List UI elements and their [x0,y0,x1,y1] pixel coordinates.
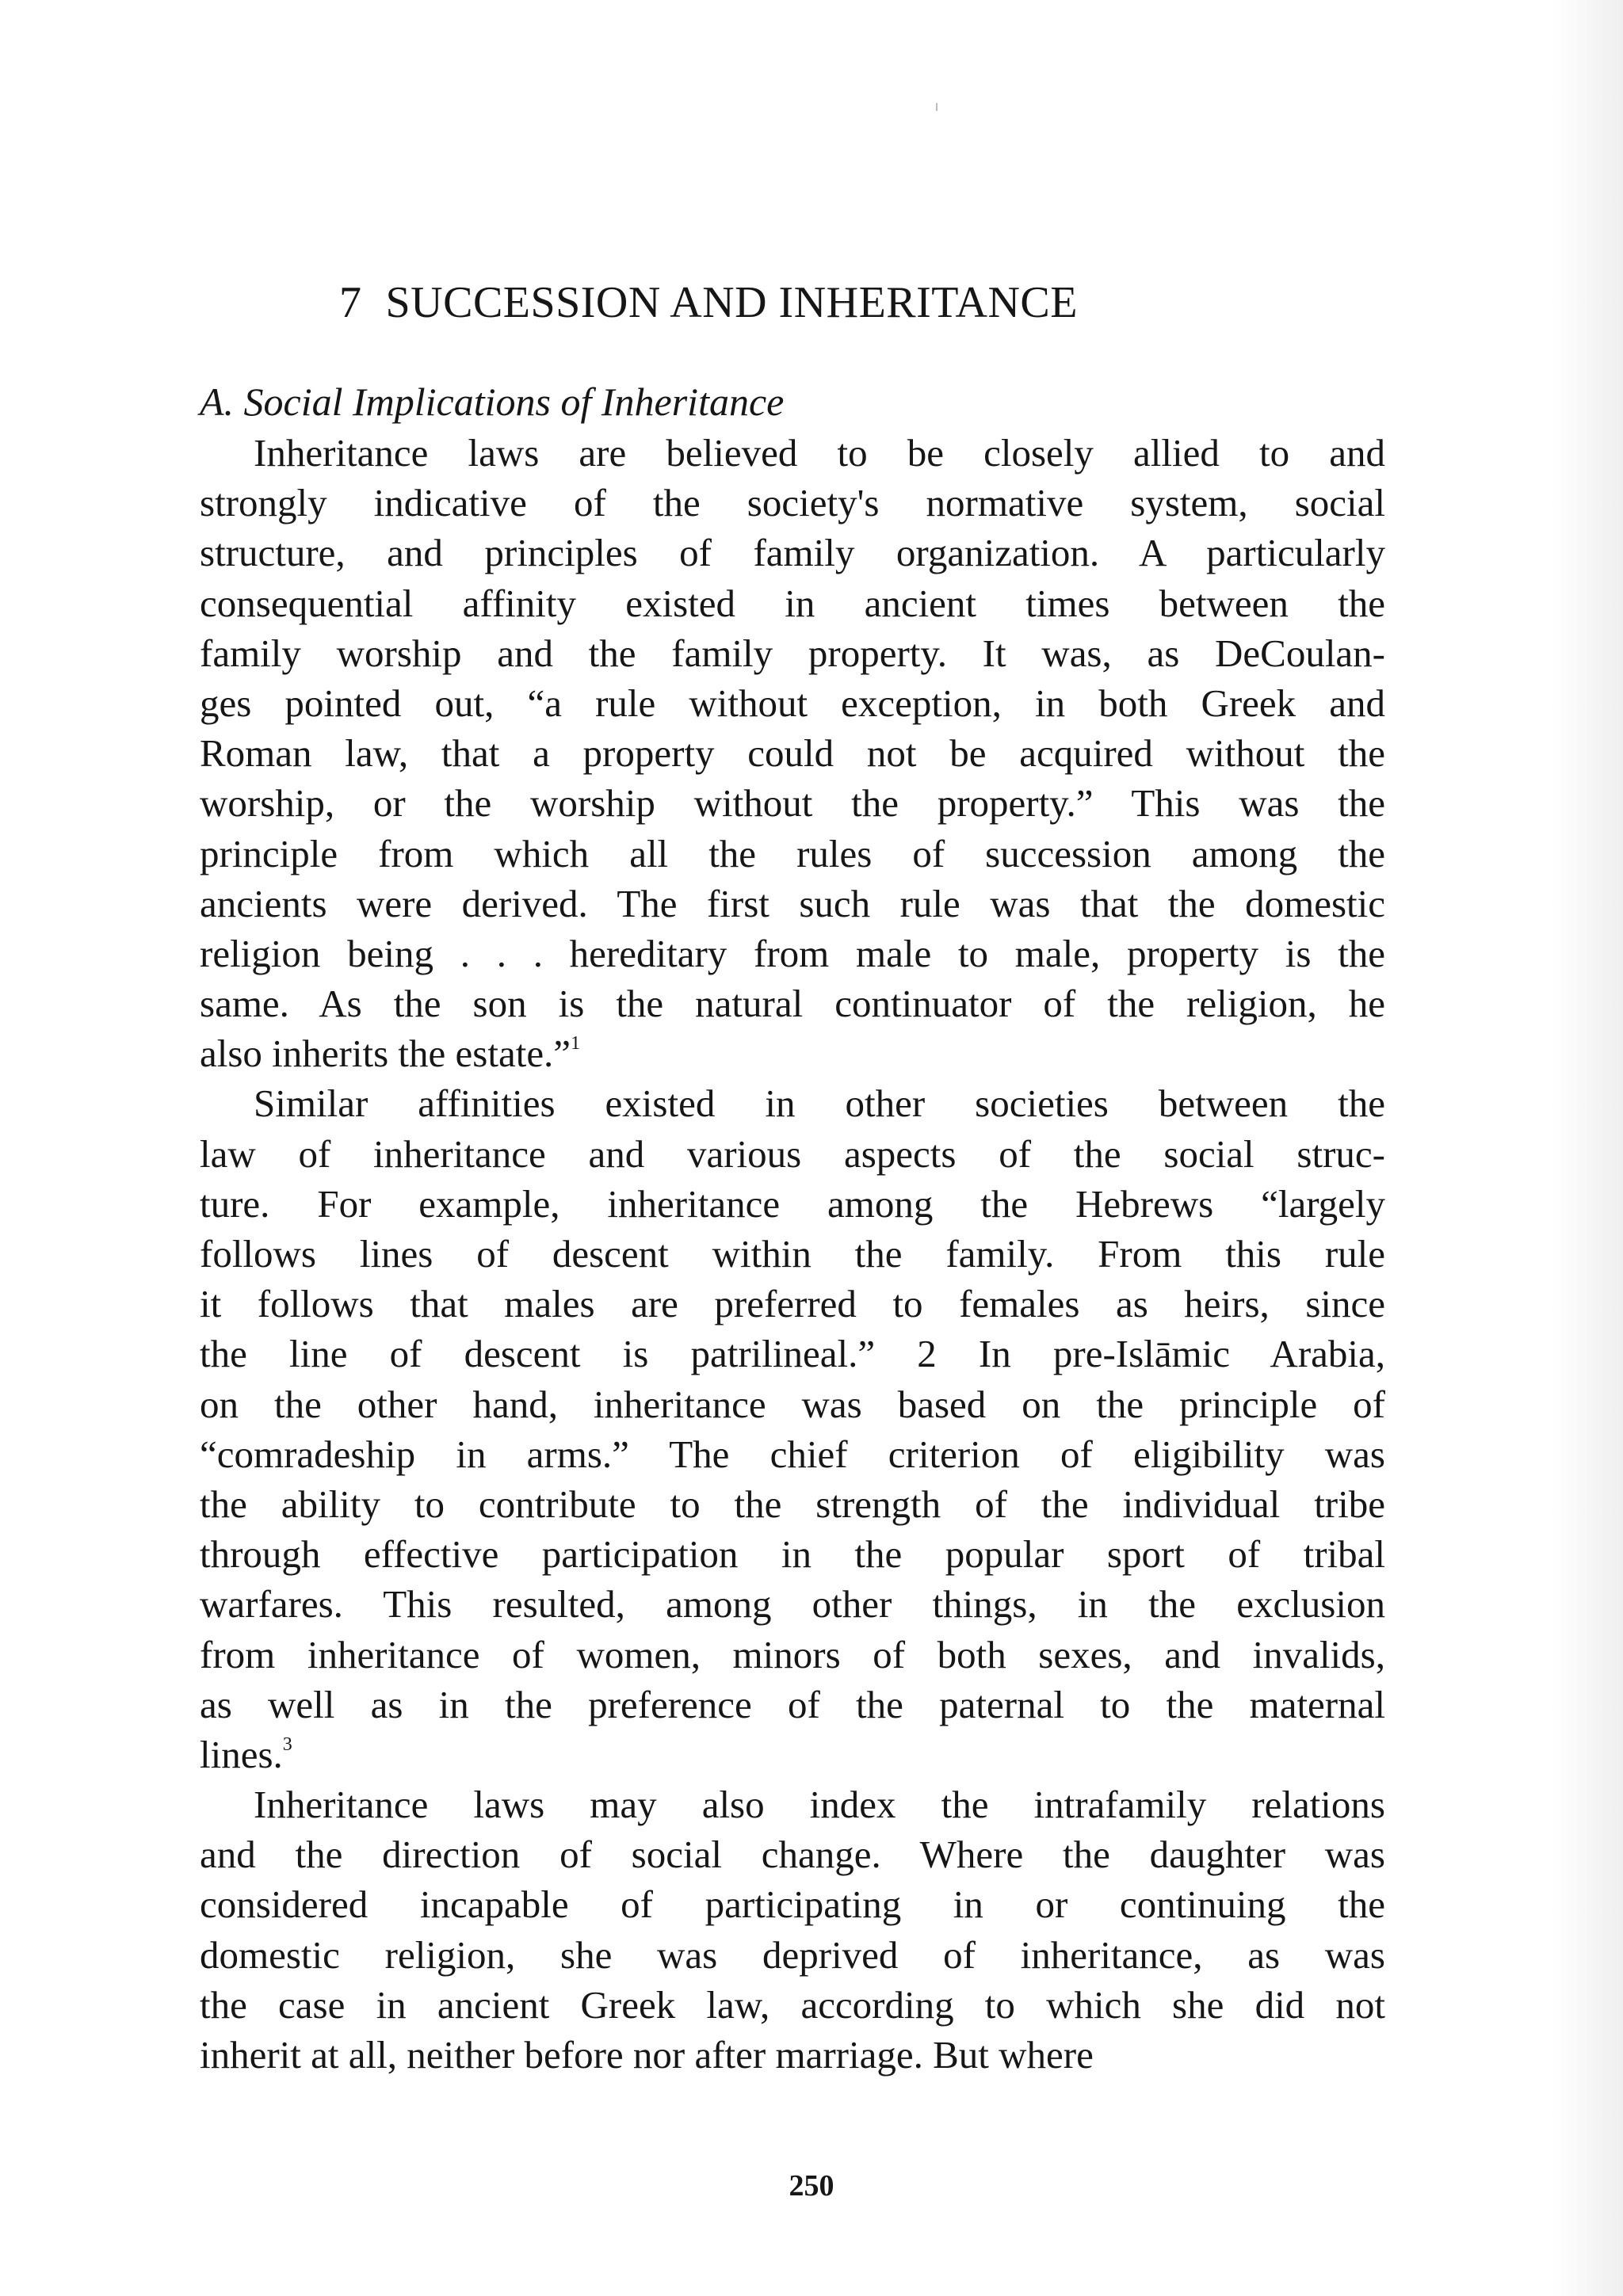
paragraph-line: from inheritance of women, minors of both sexes, and invalids, [200,1632,1385,1676]
paragraph-line: principle from which all the rules of succession among the [200,831,1385,875]
footnote-marker: 3 [282,1733,292,1755]
paragraph-line: lines.$^3$ [200,1732,292,1776]
paragraph-line: the ability to contribute to the strength of the individual tribe [200,1482,1385,1526]
paragraph [200,1779,1385,2080]
paragraph-line: the case in ancient Greek law, according to which she did not [200,1982,1385,2027]
chapter-heading [339,276,1078,330]
paragraph-line: follows lines of descent within the family. From this rule [200,1232,1385,1276]
paragraph-line: law of inheritance and various aspects of the social struc- [200,1131,1385,1176]
paragraph-line: and the direction of social change. Where the daughter was [200,1833,1385,1877]
paragraph-line: “comradeship in arms.” The chief criterion of eligibility was [200,1432,1385,1476]
page-number: 250 [789,2169,834,2203]
paragraph-line: ancients were derived. The first such rule was that the domestic [200,881,1385,925]
paragraph-line: considered incapable of participating in or continuing the [200,1882,1385,1927]
paragraph-line: the line of descent is patrilineal.” 2 In pre-Islāmic Arabia, [200,1332,1385,1376]
paragraph-line: consequential affinity existed in ancient times between the [200,581,1385,625]
paragraph-line: through effective participation in the popular sport of tribal [200,1532,1385,1577]
paragraph-line: as well as in the preference of the paternal to the maternal [200,1682,1385,1726]
paragraph [200,428,1385,1078]
paragraph-line: family worship and the family property. It was, as DeCoulan- [200,631,1385,675]
paragraph-line: religion being . . . hereditary from male to male, property is the [200,931,1385,975]
paragraph-line: on the other hand, inheritance was based on the principle of [200,1382,1385,1426]
paragraph-line: Roman law, that a property could not be acquired without the [200,731,1385,776]
paragraph-line: same. As the son is the natural continuator of the religion, he [200,982,1385,1026]
paragraph-line: Similar affinities existed in other societies between the [254,1081,1385,1126]
body-text [200,428,1385,2080]
paragraph-line: ture. For example, inheritance among the Hebrews “largely [200,1181,1385,1226]
paragraph-line: Inheritance laws are believed to be closely allied to and [254,431,1385,475]
paragraph-line: worship, or the worship without the property.” This was the [200,781,1385,826]
paragraph-line: it follows that males are preferred to females as heirs, since [200,1282,1385,1326]
footnote-marker: 1 [571,1033,581,1055]
paragraph-line: ges pointed out, “a rule without exception, in both Greek and [200,681,1385,725]
paragraph-line: strongly indicative of the society's normative system, social [200,481,1385,525]
paragraph-line: also inherits the estate.”$^1$ [200,1032,581,1076]
paragraph-line: structure, and principles of family organization. A particularly [200,531,1385,575]
chapter-title: SUCCESSION AND INHERITANCE [385,278,1078,327]
scan-speck [936,103,938,111]
section-heading: A. Social Implications of Inheritance [200,379,785,424]
paragraph-line: Inheritance laws may also index the intrafamily relations [254,1783,1385,1827]
page-edge-shadow [1552,0,1623,2296]
paragraph [200,1078,1385,1779]
paragraph-line: warfares. This resulted, among other things, in the exclusion [200,1582,1385,1627]
paragraph-line: inherit at all, neither before nor after marriage. But where [200,2033,1094,2077]
paragraph-line: domestic religion, she was deprived of inheritance, as was [200,1932,1385,1977]
chapter-number: 7 [339,278,362,327]
